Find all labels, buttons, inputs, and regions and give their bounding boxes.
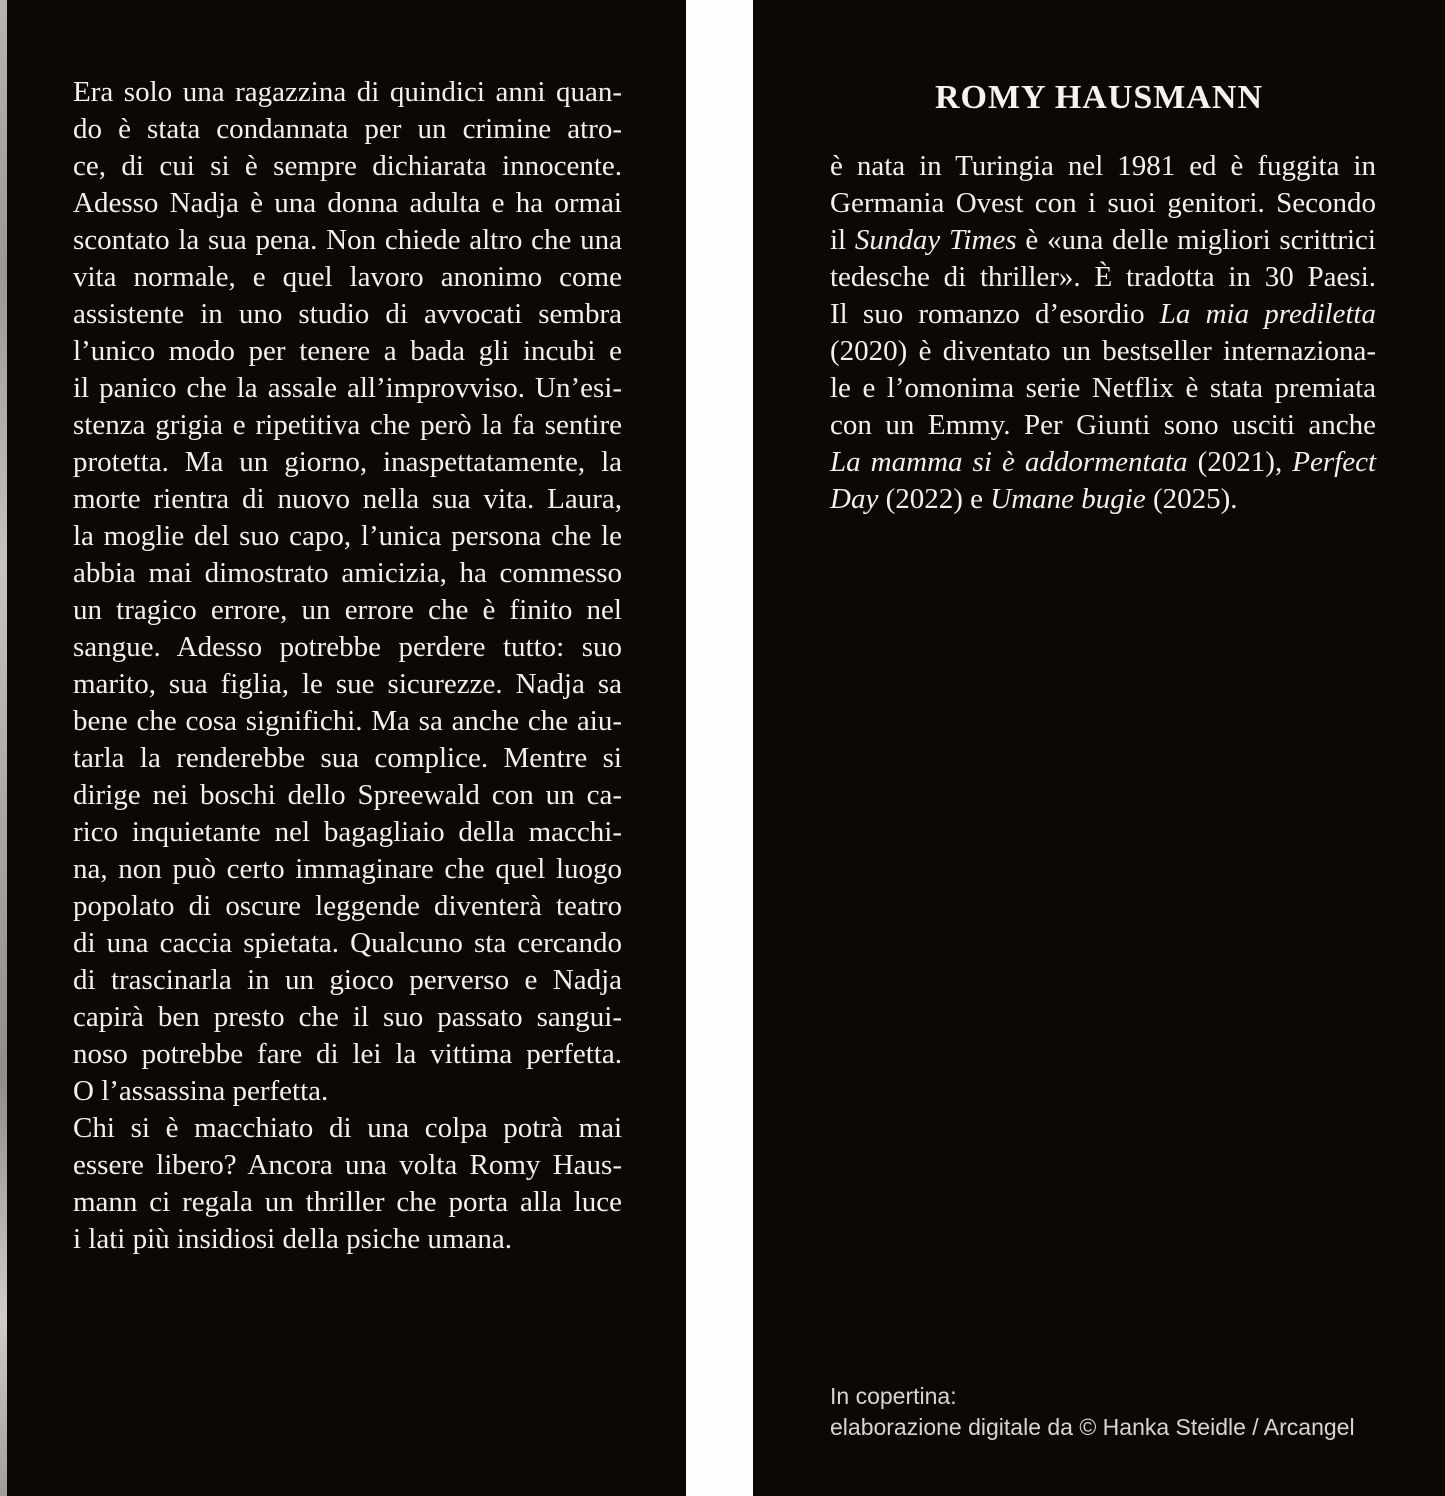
synopsis-line: di una caccia spietata. Qualcuno sta cercando	[73, 927, 622, 959]
synopsis-line: un tragico errore, un errore che è finito nel	[73, 594, 622, 626]
bio-line: Day (2022) e Umane bugie (2025).	[830, 483, 1238, 515]
bio-line: Germania Ovest con i suoi genitori. Secondo	[830, 187, 1376, 219]
author-name-heading: ROMY HAUSMANN	[934, 79, 1264, 116]
synopsis-line: Chi si è macchiato di una colpa potrà mai	[73, 1112, 622, 1144]
synopsis-line: ce, di cui si è sempre dichiarata innocente.	[73, 150, 622, 182]
synopsis-line: marito, sua figlia, le sue sicurezze. Nadja sa	[73, 668, 622, 700]
bio-line: La mamma si è addormentata (2021), Perfect	[830, 446, 1376, 478]
synopsis-line: l’unico modo per tenere a bada gli incubi e	[73, 335, 622, 367]
synopsis-line: na, non può certo immaginare che quel luogo	[73, 853, 622, 885]
synopsis-line: vita normale, e quel lavoro anonimo come	[73, 261, 622, 293]
synopsis-line: tarla la renderebbe sua complice. Mentre si	[73, 742, 622, 774]
left-flap-panel	[7, 0, 686, 1496]
synopsis-line: protetta. Ma un giorno, inaspettatamente, la	[73, 446, 622, 478]
scan-edge-artifact	[0, 0, 7, 1496]
synopsis-line: la moglie del suo capo, l’unica persona che le	[73, 520, 622, 552]
synopsis-line: assistente in uno studio di avvocati sembra	[73, 298, 622, 330]
synopsis-line: essere libero? Ancora una volta Romy Haus-	[73, 1149, 622, 1181]
synopsis-line: do è stata condannata per un crimine atro-	[73, 113, 622, 145]
synopsis-line: Adesso Nadja è una donna adulta e ha ormai	[73, 187, 622, 219]
synopsis-line: noso potrebbe fare di lei la vittima perfetta.	[73, 1038, 622, 1070]
synopsis-line: O l’assassina perfetta.	[73, 1075, 329, 1107]
bio-line: le e l’omonima serie Netflix è stata premiata	[830, 372, 1376, 404]
synopsis-line: di trascinarla in un gioco perverso e Nadja	[73, 964, 622, 996]
bio-line: è nata in Turingia nel 1981 ed è fuggita in	[830, 150, 1376, 182]
synopsis-line: sangue. Adesso potrebbe perdere tutto: suo	[73, 631, 622, 663]
synopsis-line: morte rientra di nuovo nella sua vita. Laura,	[73, 483, 622, 515]
synopsis-line: bene che cosa significhi. Ma sa anche che aiu-	[73, 705, 622, 737]
bio-line: Il suo romanzo d’esordio La mia prediletta	[830, 298, 1376, 330]
synopsis-line: popolato di oscure leggende diventerà teatro	[73, 890, 622, 922]
synopsis-line: rico inquietante nel bagagliaio della macchi-	[73, 816, 622, 848]
bio-line: tedesche di thriller». È tradotta in 30 Paesi.	[830, 261, 1376, 293]
synopsis-line: i lati più insidiosi della psiche umana.	[73, 1223, 512, 1255]
synopsis-line: scontato la sua pena. Non chiede altro che una	[73, 224, 622, 256]
cover-credit-line1: In copertina:	[830, 1383, 957, 1409]
cover-credit-line2: elaborazione digitale da © Hanka Steidle / Arcangel	[830, 1414, 1355, 1440]
bio-line: con un Emmy. Per Giunti sono usciti anche	[830, 409, 1376, 441]
bio-line: (2020) è diventato un bestseller internaziona-	[830, 335, 1376, 367]
author-bio-text	[830, 148, 1376, 518]
synopsis-line: mann ci regala un thriller che porta alla luce	[73, 1186, 622, 1218]
synopsis-line: il panico che la assale all’improvviso. Un’esi-	[73, 372, 622, 404]
cover-credit-text	[830, 1381, 1390, 1443]
synopsis-text	[73, 74, 622, 1258]
right-flap-panel	[753, 0, 1445, 1496]
bio-line: il Sunday Times è «una delle migliori scrittrici	[830, 224, 1376, 256]
synopsis-line: abbia mai dimostrato amicizia, ha commesso	[73, 557, 622, 589]
synopsis-line: dirige nei boschi dello Spreewald con un ca-	[73, 779, 622, 811]
synopsis-line: stenza grigia e ripetitiva che però la fa sentire	[73, 409, 622, 441]
synopsis-line: capirà ben presto che il suo passato sangui-	[73, 1001, 622, 1033]
synopsis-line: Era solo una ragazzina di quindici anni quan-	[73, 76, 622, 108]
